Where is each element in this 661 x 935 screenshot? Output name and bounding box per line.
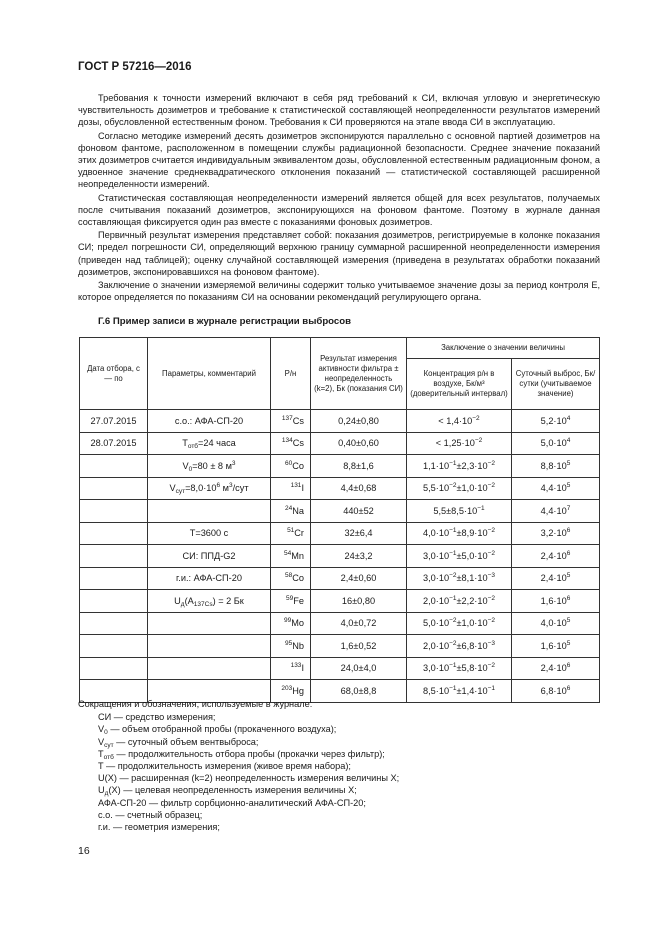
legend-symbol-sub: д: [104, 790, 109, 798]
conc-mantissa: 3,0·10: [423, 573, 450, 584]
nuclide-element: Cs: [292, 438, 304, 449]
conc-exp: −1: [449, 549, 457, 557]
legend-symbol: U: [98, 785, 105, 796]
cell-date: [80, 612, 148, 635]
table-row: [80, 410, 600, 433]
conc-mantissa: 5,0·10: [423, 618, 450, 629]
cell-result: [311, 657, 407, 680]
param-text: V: [182, 460, 189, 471]
legend-definition: — суточный объем вентвыброса;: [113, 736, 259, 747]
conc-mantissa: 4,0·10: [423, 528, 450, 539]
conc-mantissa: 2,0·10: [423, 640, 450, 651]
conc-exp: −1: [449, 459, 457, 467]
param-text: T=3600 с: [189, 528, 229, 539]
nuclide-mass: 203: [281, 684, 293, 692]
cell-concentration: [407, 567, 512, 590]
cell-nuclide: [271, 657, 311, 680]
nuclide-mass: 54: [284, 549, 292, 557]
nuclide-element: Co: [292, 460, 304, 471]
cell-daily-emission: [512, 477, 600, 500]
emissions-journal-table: [79, 337, 600, 703]
cell-concentration: [407, 432, 512, 455]
nuclide-element: Fe: [293, 595, 304, 606]
cell-date: [80, 432, 148, 455]
cell-nuclide: [271, 432, 311, 455]
conc-exp: −2: [449, 639, 457, 647]
legend-symbol: U(X): [98, 773, 117, 784]
cell-daily-emission: [512, 680, 600, 703]
cell-result: [311, 410, 407, 433]
cell-concentration: [407, 455, 512, 478]
param-sup: 6: [216, 482, 221, 490]
date-text: 28.07.2015: [90, 438, 137, 449]
daily-exp: 5: [566, 572, 571, 580]
cell-nuclide: [271, 522, 311, 545]
legend-item: [98, 711, 399, 723]
conc-mantissa: 2,0·10: [423, 595, 450, 606]
nuclide-mass: 24: [285, 504, 293, 512]
param-tail-2: м: [220, 483, 229, 494]
cell-params: [148, 657, 271, 680]
param-text: V: [169, 483, 176, 494]
nuclide-element: Co: [292, 573, 304, 584]
conc-mantissa: 3,0·10: [423, 550, 450, 561]
conc-mantissa: 3,0·10: [423, 663, 450, 674]
legend-definition: — геометрия измерения;: [110, 822, 220, 833]
legend-item: [98, 723, 399, 735]
cell-params: [148, 522, 271, 545]
cell-daily-emission: [512, 635, 600, 658]
daily-mantissa: 3,2·10: [540, 528, 567, 539]
nuclide-element: I: [301, 663, 304, 674]
cell-date: [80, 590, 148, 613]
conc-exp: −1: [449, 684, 457, 692]
conc-exp: −2: [472, 414, 480, 422]
cell-params: [148, 612, 271, 635]
cell-params: [148, 477, 271, 500]
cell-result: [311, 612, 407, 635]
legend-item: [98, 821, 399, 833]
daily-mantissa: 8,8·10: [540, 460, 567, 471]
conc-uncertainty-exp: −2: [487, 527, 495, 535]
legend-symbol: T: [98, 748, 104, 759]
nuclide-mass: 99: [284, 617, 292, 625]
cell-result: [311, 590, 407, 613]
table-row: [80, 612, 600, 635]
table-row: [80, 455, 600, 478]
nuclide-mass: 133: [290, 662, 302, 670]
daily-exp: 6: [566, 684, 571, 692]
param-sub: 0: [188, 465, 193, 473]
legend-title: Сокращения и обозначения, используемые в журнале:: [78, 699, 313, 709]
cell-nuclide: [271, 410, 311, 433]
cell-date: [80, 567, 148, 590]
cell-result: [311, 545, 407, 568]
cell-nuclide: [271, 545, 311, 568]
cell-params: [148, 635, 271, 658]
daily-mantissa: 2,4·10: [540, 573, 567, 584]
param-sub-2: 137Cs: [193, 600, 213, 608]
daily-mantissa: 5,2·10: [540, 415, 567, 426]
conc-exp: −2: [474, 437, 483, 445]
param-tail: =8,0·10: [185, 483, 217, 494]
daily-mantissa: 1,6·10: [540, 640, 567, 651]
legend-definition: — продолжительность измерения (живое время набора);: [103, 761, 351, 772]
conc-exp: −1: [449, 594, 457, 602]
conc-exp: −1: [449, 662, 457, 670]
table-row: [80, 657, 600, 680]
result-text: 0,40±0,60: [338, 438, 379, 449]
cell-daily-emission: [512, 522, 600, 545]
conc-exp: −1: [477, 504, 485, 512]
col-header-date: Дата отбора, с — по: [80, 338, 148, 410]
cell-concentration: [407, 410, 512, 433]
table-row: [80, 522, 600, 545]
nuclide-mass: 137: [281, 414, 293, 422]
conc-uncertainty: ±2,2·10: [456, 595, 488, 606]
conc-uncertainty: ±1,4·10: [456, 685, 488, 696]
legend-item: [98, 736, 399, 748]
daily-mantissa: 6,8·10: [540, 685, 567, 696]
daily-exp: 4: [566, 437, 571, 445]
param-text: T: [182, 438, 188, 449]
param-tail: =24 часа: [198, 438, 236, 449]
conc-mantissa: 5,5±8,5·10: [433, 505, 478, 516]
conc-uncertainty: ±2,3·10: [456, 460, 488, 471]
result-text: 4,4±0,68: [340, 483, 377, 494]
cell-concentration: [407, 635, 512, 658]
cell-daily-emission: [512, 567, 600, 590]
legend-symbol: г.и.: [98, 822, 111, 833]
cell-concentration: [407, 500, 512, 523]
cell-concentration: [407, 522, 512, 545]
table-body: [80, 410, 600, 703]
conc-uncertainty: ±5,0·10: [456, 550, 488, 561]
conc-uncertainty-exp: −2: [487, 482, 495, 490]
cell-daily-emission: [512, 657, 600, 680]
cell-result: [311, 477, 407, 500]
result-text: 24,0±4,0: [340, 663, 377, 674]
cell-result: [311, 635, 407, 658]
result-text: 32±6,4: [344, 528, 373, 539]
daily-exp: 4: [566, 414, 571, 422]
col-header-rn: Р/н: [271, 338, 311, 410]
nuclide-element: Cr: [294, 528, 304, 539]
daily-mantissa: 2,4·10: [540, 550, 567, 561]
legend-item: [98, 784, 399, 796]
daily-exp: 5: [566, 639, 571, 647]
nuclide-mass: 60: [285, 459, 293, 467]
conc-mantissa: 5,5·10: [423, 483, 450, 494]
nuclide-element: Cs: [292, 415, 304, 426]
table-row: [80, 590, 600, 613]
cell-nuclide: [271, 635, 311, 658]
body-text: [78, 92, 600, 304]
cell-concentration: [407, 680, 512, 703]
cell-date: [80, 410, 148, 433]
result-text: 1,6±0,52: [340, 640, 377, 651]
result-text: 16±0,80: [341, 595, 376, 606]
result-text: 440±52: [343, 505, 374, 516]
nuclide-element: Nb: [292, 640, 304, 651]
conc-uncertainty-exp: −2: [487, 549, 495, 557]
legend: [78, 698, 399, 833]
conc-uncertainty: ±5,8·10: [456, 663, 488, 674]
daily-mantissa: 1,6·10: [540, 595, 567, 606]
conc-exp: −2: [449, 572, 457, 580]
cell-result: [311, 500, 407, 523]
document-header: ГОСТ Р 57216—2016: [78, 61, 192, 73]
cell-date: [80, 455, 148, 478]
legend-definition: — расширенная (k=2) неопределенность измерения величины X;: [116, 773, 400, 784]
daily-mantissa: 4,0·10: [540, 618, 567, 629]
cell-date: [80, 522, 148, 545]
table-row: [80, 477, 600, 500]
legend-definition: — средство измерения;: [111, 712, 216, 723]
paragraph-1: Требования к точности измерений включают в себя ряд требований к СИ, включая угловую и энергетическую чувствительность дозиметров и требование к статистической составляющей неопределенности результатов измерений дозы, обусловленной естественным фоном. Требования к СИ проверяются на этапе ввода СИ в эксплуатацию.: [78, 93, 600, 128]
cell-nuclide: [271, 590, 311, 613]
cell-date: [80, 500, 148, 523]
param-text: г.и.: АФА-СП-20: [176, 573, 242, 584]
conc-uncertainty-exp: −3: [487, 572, 495, 580]
param-sup-2: 3: [228, 482, 233, 490]
cell-concentration: [407, 590, 512, 613]
param-text: U: [174, 595, 181, 606]
date-text: 27.07.2015: [90, 415, 137, 426]
nuclide-element: Na: [292, 505, 304, 516]
nuclide-element: Hg: [292, 685, 304, 696]
table-row: [80, 500, 600, 523]
legend-symbol: V: [98, 724, 105, 735]
cell-params: [148, 455, 271, 478]
legend-symbol: с.о.: [98, 809, 113, 820]
col-header-concentration: Концентрация р/н в воздухе, Бк/м³ (доверительный интервал): [407, 359, 512, 410]
conc-exp: −2: [449, 482, 457, 490]
table-row: [80, 432, 600, 455]
param-tail: (A: [184, 595, 194, 606]
cell-daily-emission: [512, 410, 600, 433]
legend-symbol: СИ: [98, 712, 112, 723]
legend-item: [98, 797, 399, 809]
conc-mantissa: 8,5·10: [423, 685, 450, 696]
table-row: [80, 635, 600, 658]
section-title: Г.6 Пример записи в журнале регистрации выбросов: [98, 316, 352, 327]
cell-concentration: [407, 477, 512, 500]
result-text: 8,8±1,6: [343, 460, 374, 471]
cell-daily-emission: [512, 500, 600, 523]
cell-date: [80, 477, 148, 500]
result-text: 4,0±0,72: [340, 618, 377, 629]
daily-exp: 6: [566, 549, 571, 557]
legend-symbol: АФА-СП-20: [98, 797, 147, 808]
cell-nuclide: [271, 567, 311, 590]
nuclide-mass: 58: [285, 572, 293, 580]
cell-date: [80, 545, 148, 568]
cell-result: [311, 522, 407, 545]
daily-exp: 6: [566, 527, 571, 535]
conc-uncertainty-exp: −3: [487, 639, 495, 647]
legend-items: [78, 711, 399, 833]
cell-params: [148, 500, 271, 523]
legend-item: [98, 748, 399, 760]
conc-uncertainty-exp: −2: [487, 662, 495, 670]
cell-concentration: [407, 612, 512, 635]
daily-exp: 6: [566, 594, 571, 602]
param-sup: 3: [231, 459, 236, 467]
col-header-conclusion: Заключение о значении величины: [407, 338, 600, 359]
conc-uncertainty-exp: −2: [487, 617, 495, 625]
daily-mantissa: 2,4·10: [540, 663, 567, 674]
daily-mantissa: 4,4·10: [540, 505, 567, 516]
cell-daily-emission: [512, 612, 600, 635]
daily-mantissa: 4,4·10: [540, 483, 567, 494]
result-text: 68,0±8,8: [340, 685, 377, 696]
result-text: 0,24±0,80: [338, 415, 379, 426]
conc-mantissa: < 1,4·10: [438, 415, 473, 426]
legend-symbol: T: [98, 761, 104, 772]
cell-date: [80, 657, 148, 680]
cell-concentration: [407, 545, 512, 568]
nuclide-mass: 95: [285, 639, 293, 647]
col-header-params: Параметры, комментарий: [148, 338, 271, 410]
param-tail-2: ) = 2 Бк: [212, 595, 244, 606]
nuclide-element: Mn: [291, 550, 304, 561]
daily-mantissa: 5,0·10: [540, 438, 567, 449]
cell-nuclide: [271, 612, 311, 635]
cell-result: [311, 567, 407, 590]
cell-params: [148, 432, 271, 455]
cell-daily-emission: [512, 590, 600, 613]
legend-item: [98, 809, 399, 821]
result-text: 24±3,2: [344, 550, 373, 561]
param-text: СИ: ППД-G2: [182, 550, 236, 561]
legend-symbol-sub: отб: [103, 753, 114, 761]
paragraph-3: Статистическая составляющая неопределенности измерений является общей для всех результатов, получаемых после считывания показаний дозиметров, экспонирующихся на фоновом фантоме. Поэтому в журнале данная составляющая фиксируется один раз вместе с показаниями фоновых дозиметров.: [78, 192, 600, 228]
cell-daily-emission: [512, 455, 600, 478]
legend-definition: (X) — целевая неопределенность измерения величины X;: [108, 785, 357, 796]
nuclide-element: I: [301, 483, 304, 494]
col-header-result: Результат измерения активности фильтра ± неопределенность (k=2), Бк (показания СИ): [311, 338, 407, 410]
conc-uncertainty: ±1,0·10: [456, 618, 488, 629]
cell-daily-emission: [512, 432, 600, 455]
table-row: [80, 545, 600, 568]
cell-result: [311, 432, 407, 455]
col-header-daily-emission: Суточный выброс, Бк/сутки (учитываемое значение): [512, 359, 600, 410]
cell-result: [311, 455, 407, 478]
conc-uncertainty-exp: −2: [487, 594, 495, 602]
nuclide-mass: 131: [290, 482, 302, 490]
cell-params: [148, 590, 271, 613]
conc-uncertainty-exp: −1: [487, 684, 495, 692]
cell-daily-emission: [512, 545, 600, 568]
conc-mantissa: < 1,25·10: [435, 438, 475, 449]
cell-params: [148, 545, 271, 568]
daily-exp: 5: [566, 617, 571, 625]
daily-exp: 6: [566, 662, 571, 670]
param-text: с.о.: АФА-СП-20: [174, 415, 244, 426]
nuclide-element: Mo: [291, 618, 304, 629]
table-row: [80, 567, 600, 590]
nuclide-mass: 51: [287, 527, 295, 535]
legend-symbol: V: [98, 736, 105, 747]
legend-symbol-sub: 0: [104, 729, 108, 737]
legend-symbol-sub: сут: [104, 741, 114, 749]
page-number: 16: [78, 845, 90, 857]
legend-definition: — объем отобранной пробы (прокаченного воздуха);: [107, 724, 337, 735]
param-sub: сут: [175, 488, 186, 496]
cell-nuclide: [271, 477, 311, 500]
legend-definition: — фильтр сорбционно-аналитический АФА-СП-20;: [146, 797, 366, 808]
legend-item: [98, 772, 399, 784]
conc-uncertainty-exp: −2: [487, 459, 495, 467]
nuclide-mass: 59: [286, 594, 294, 602]
paragraph-2: Согласно методике измерений десять дозиметров экспонируются параллельно с основной партией дозиметров на фоновом фантоме, расположенном в помещении службы радиационной безопасности. Среднее значение показаний этих дозиметров считается индивидуальным эквивалентом дозы, обусловленной естественным радиационным фоном, а удвоенное значение среднеквадратического отклонения показаний — статистической составляющей расширенной неопределенности измерений.: [78, 130, 600, 190]
result-text: 2,4±0,60: [340, 573, 377, 584]
param-tail-3: /сут: [232, 483, 249, 494]
paragraph-4: Первичный результат измерения представляет собой: показания дозиметров, регистрируемые в колонке показания СИ; предел погрешности СИ, определяющий верхнюю границу суммарной расширенной неопределенности измерения (приведен над таблицей); оценку случайной составляющей измерения (приведена в результатах обработки показаний дозиметров, экспонировавшихся на фоновом фантоме).: [78, 230, 600, 277]
conc-uncertainty: ±1,0·10: [456, 483, 488, 494]
param-sub: д: [180, 600, 185, 608]
cell-params: [148, 567, 271, 590]
cell-nuclide: [271, 500, 311, 523]
conc-exp: −2: [449, 617, 457, 625]
conc-uncertainty: ±8,1·10: [456, 573, 488, 584]
nuclide-mass: 134: [281, 437, 293, 445]
legend-definition: — продолжительность отбора пробы (прокачки через фильтр);: [113, 748, 385, 759]
paragraph-5: Заключение о значении измеряемой величины содержит только учитываемое значение дозы за период контроля E, которое определяется по показаниям СИ на основании рекомендаций регулирующего органа.: [78, 280, 600, 303]
legend-definition: — счетный образец;: [112, 809, 203, 820]
daily-exp: 5: [566, 459, 571, 467]
cell-nuclide: [271, 455, 311, 478]
conc-uncertainty: ±6,8·10: [456, 640, 488, 651]
conc-exp: −1: [449, 527, 457, 535]
conc-uncertainty: ±8,9·10: [456, 528, 488, 539]
daily-exp: 5: [566, 482, 571, 490]
param-tail: =80 ± 8 м: [192, 460, 232, 471]
cell-concentration: [407, 657, 512, 680]
cell-params: [148, 410, 271, 433]
daily-exp: 7: [566, 504, 571, 512]
conc-mantissa: 1,1·10: [423, 460, 450, 471]
cell-date: [80, 635, 148, 658]
param-sub: отб: [187, 443, 199, 451]
legend-item: [98, 760, 399, 772]
